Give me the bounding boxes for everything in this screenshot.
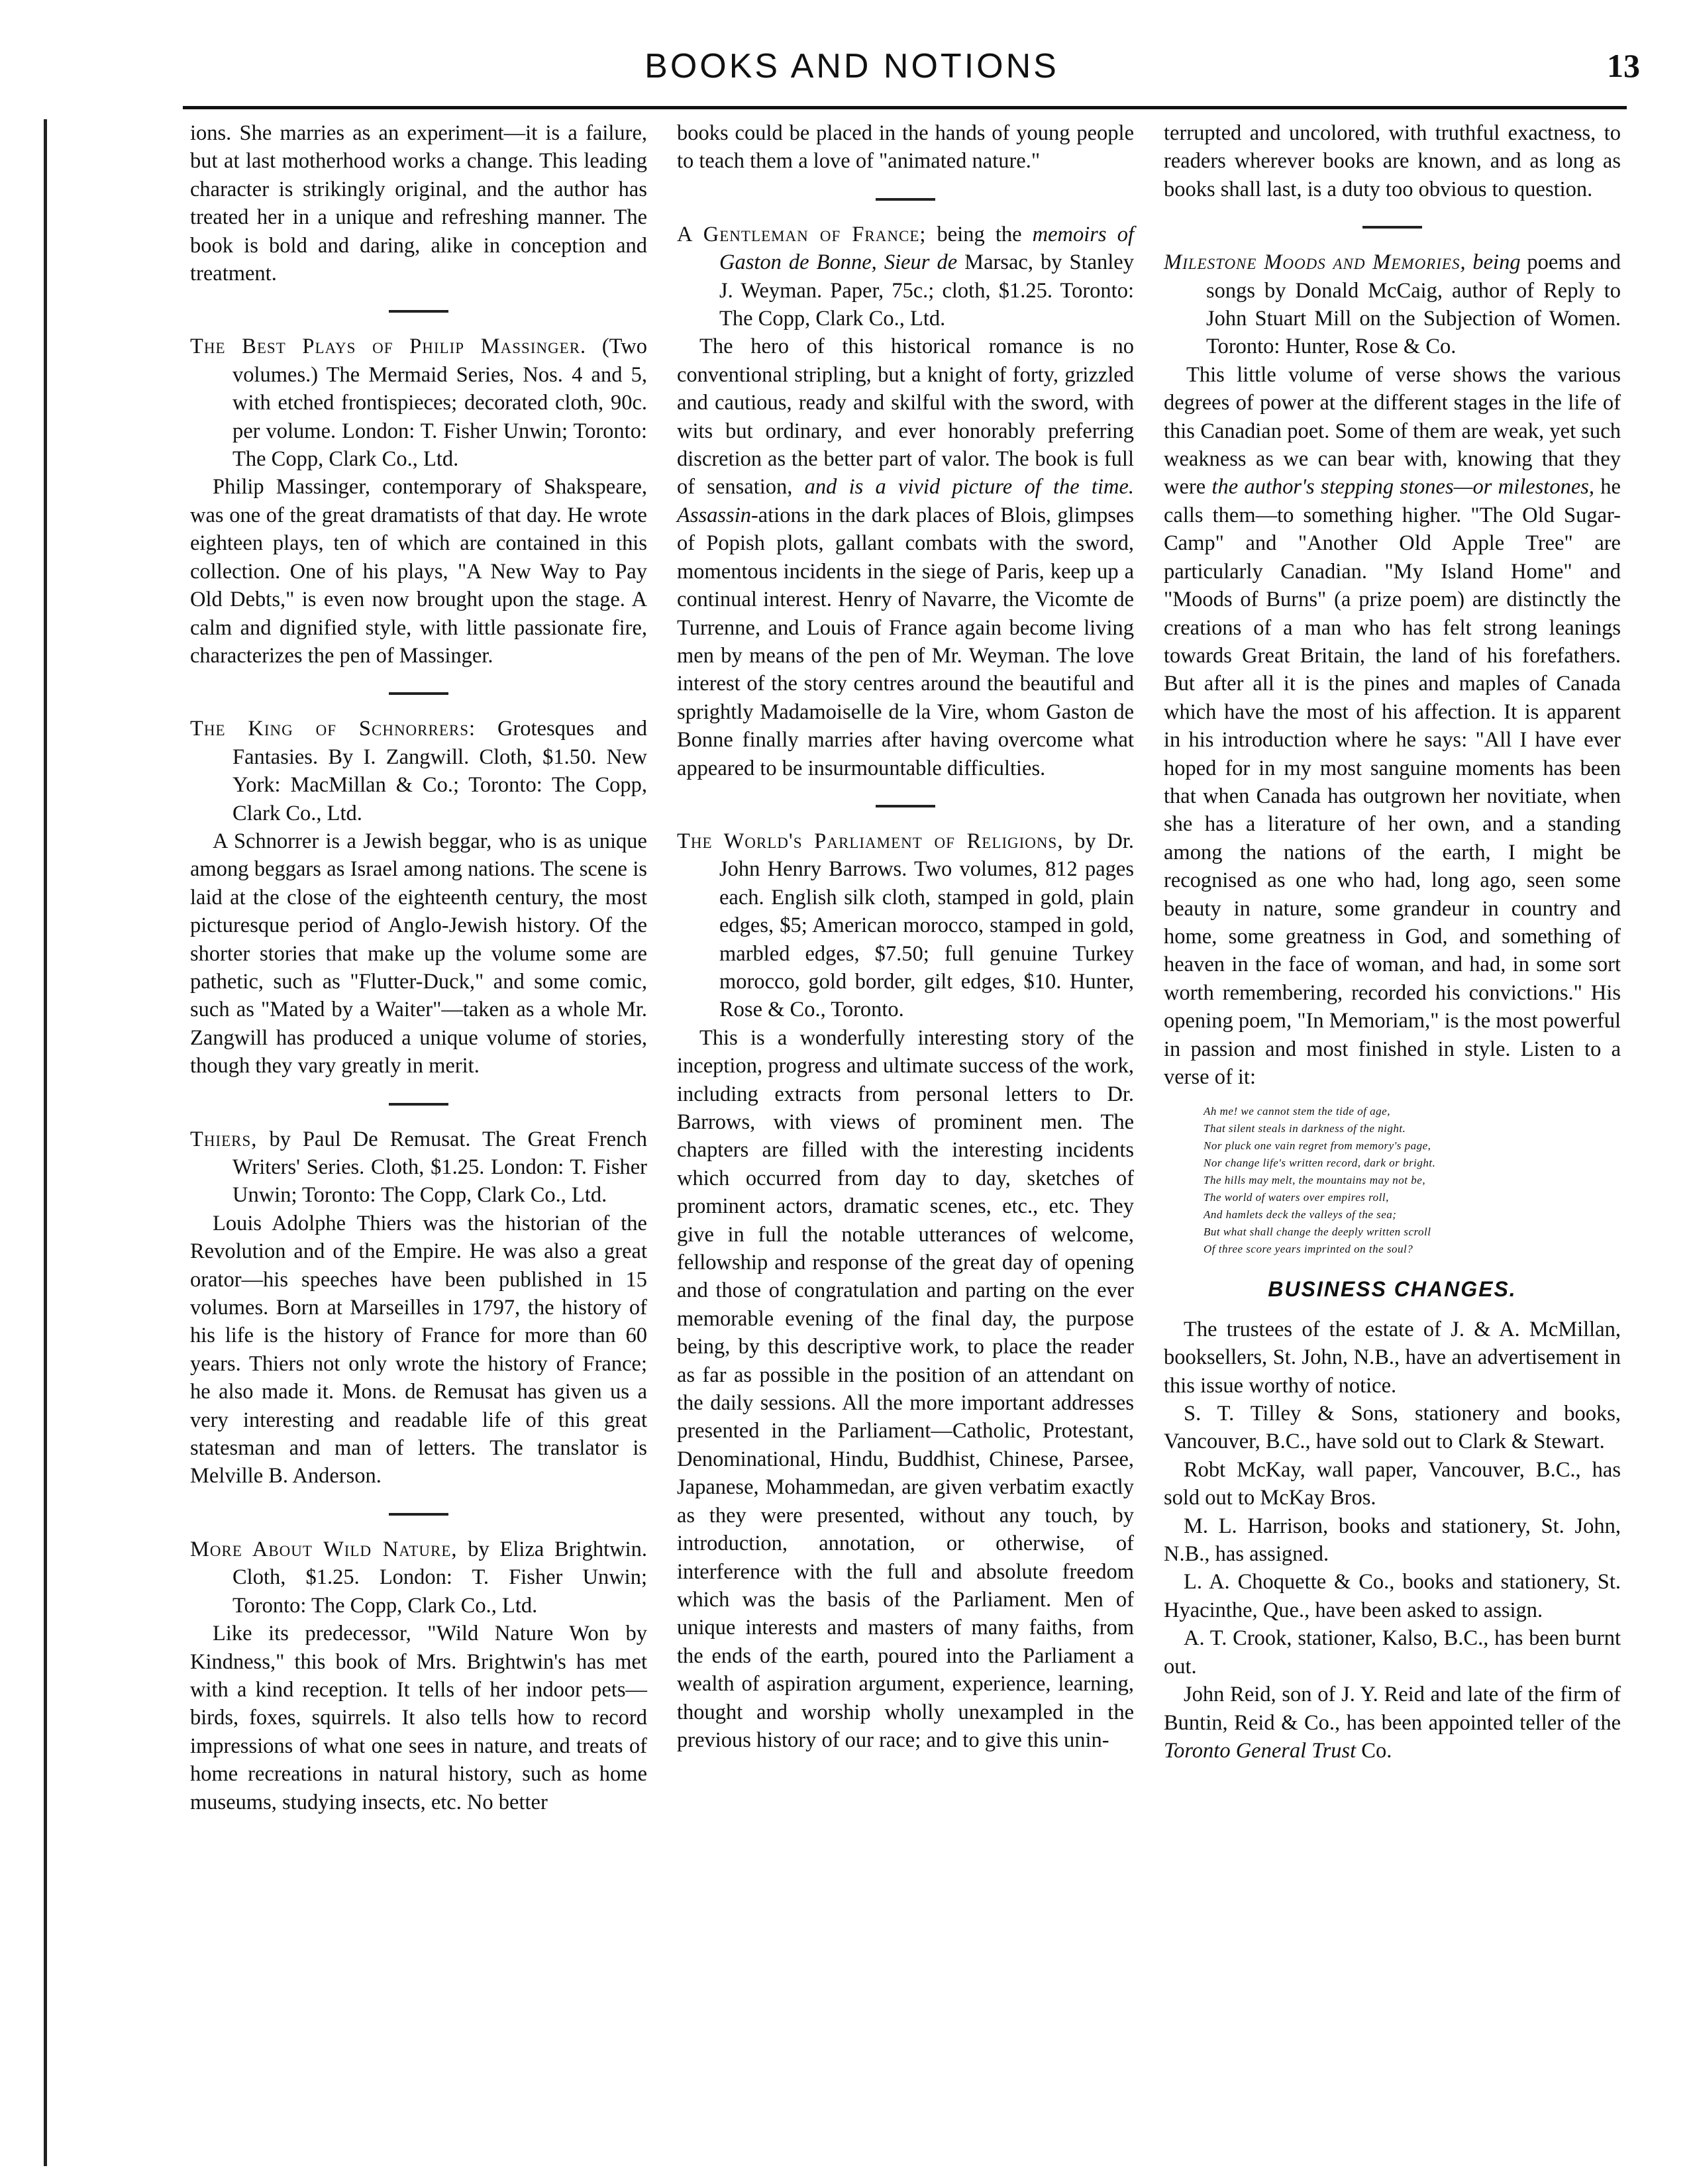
item-text-italic: Toronto General Trust [1164, 1738, 1357, 1763]
poem-line: That silent steals in darkness of the night. [1204, 1122, 1406, 1135]
section-divider [876, 198, 935, 201]
book-review [1164, 361, 1621, 1092]
book-details: by Dr. John Henry Barrows. Two volumes, 812 pages each. English silk cloth, stamped in gold, plain edges, $5; American morocco, stamped in gold, marbled edges, $7.50; full genuine Turkey morocco, gold border, gilt edges, $10. Hunter, Rose & Co., Toronto. [719, 829, 1134, 1022]
paragraph-continued: ions. She marries as an experiment—it is a failure, but at last motherhood works a change. This leading character is strikingly original, and the author has treated her in a unique and refreshing manner. The book is bold and daring, alike in conception and treatment. [190, 121, 647, 286]
section-heading-business-changes: BUSINESS CHANGES. [1268, 1277, 1517, 1302]
section-divider [389, 1513, 448, 1516]
book-details-italic: being [1466, 250, 1521, 275]
business-change-item: A. T. Crook, stationer, Kalso, B.C., has been burnt out. [1164, 1626, 1621, 1679]
book-details: by Eliza Brightwin. Cloth, $1.25. London: T. Fisher Unwin; Toronto: The Copp, Clark Co., Ltd. [232, 1537, 647, 1618]
book-entry-schnorrers [190, 715, 647, 827]
book-review: Louis Adolphe Thiers was the historian of the Revolution and of the Empire. He was also a great orator—his speeches have been published in 15 volumes. Born at Marseilles in 1797, the history of his life is the history of France for more than 60 years. Thiers not only wrote the history of France; he also made it. Mons. de Remusat has given us a very interesting and readable life of this great statesman and man of letters. The translator is Melville B. Anderson. [190, 1211, 647, 1488]
book-details: Grotesques and Fantasies. By I. Zangwill. Cloth, $1.50. New York: MacMillan & Co.; Toronto: The Copp, Clark Co., Ltd. [232, 717, 647, 825]
book-entry-massinger [190, 333, 647, 473]
book-details: by Paul De Remusat. The Great French Writers' Series. Cloth, $1.25. London: T. Fisher Unwin; Toronto: The Copp, Clark Co., Ltd. [232, 1127, 647, 1208]
poem-line: Of three score years imprinted on the soul? [1204, 1243, 1413, 1256]
book-details: being the [926, 222, 1033, 246]
book-review: This is a wonderfully interesting story of the inception, progress and ultimate success of the work, including extracts from personal letters to Dr. Barrows, with views of prominent men. The chapters are filled with the interesting incidents which occurred from day to day, sketches of prominent actors, dramatic scenes, etc., etc. They give in full the notable utterances of welcome, fellowship and response of the great day of opening and those of congratulation and parting on the ever memorable evening of the final day, the purpose being, by this descriptive work, to place the reader as far as possible in the position of an attendant on the daily sessions. All the more important addresses presented in the Parliament—Catholic, Protestant, Denominational, Hindu, Buddhist, Chinese, Parsee, Japanese, Mohammedan, are given verbatim exactly as they were presented, without any touch, by introduction, annotation, or otherwise, of interference with the full and absolute freedom which was the basis of the Parliament. Men of unique interests and masters of many faiths, from the ends of the earth, poured into the Parliament a wealth of aspiration argument, experience, learning, thought and worship wholly unexampled in the previous history of our race; and to give this unin- [677, 1025, 1134, 1752]
poem-line: But what shall change the deeply written scroll [1204, 1225, 1431, 1239]
paragraph-continued: terrupted and uncolored, with truthful exactness, to readers wherever books are known, and as long as books shall last, is a duty too obvious to question. [1164, 121, 1621, 201]
review-text: he calls them—to something higher. "The Old Sugar-Camp" and "Another Old Apple Tree" are particularly Canadian. "My Island Home" and "Moods of Burns" (a prize poem) are distinctly the creations of a man who has felt strong leanings towards Great Britain, the land of his forefathers. But after all it is the pines and maples of Canada which have the most of his affection. It is apparent in his introduction where he says: "All I have ever hoped for in my most sanguine moments has been that when Canada has outgrown her novitiate, when she has a literature of her own, and a standing among the nations of the earth, I might be recognised as one who had, long ago, seen some beauty in nature, some grandeur in country and home, some greatness in God, and something of heaven in the face of woman, and had, in some sort worth remembering, recorded his convictions." His opening poem, "In Memoriam," is the most powerful in passion and most finished in style. Listen to a verse of it: [1164, 475, 1621, 1089]
book-title: The World's Parliament of Religions, [677, 829, 1064, 853]
book-title: The Best Plays of Philip Massinger. [190, 335, 587, 359]
book-details: poems and songs by Donald McCaig, author of Reply to John Stuart Mill on the Subjection of Women. Toronto: Hunter, Rose & Co. [1206, 250, 1621, 359]
column-1 [190, 119, 647, 1816]
book-entry-milestone-moods [1164, 248, 1621, 361]
poem-line: Ah me! we cannot stem the tide of age, [1204, 1105, 1390, 1118]
poem-line: And hamlets deck the valleys of the sea; [1204, 1208, 1397, 1222]
column-3 [1164, 119, 1621, 1765]
page-number: 13 [1607, 47, 1640, 84]
business-change-item: The trustees of the estate of J. & A. McMillan, booksellers, St. John, N.B., have an advertisement in this issue worthy of notice. [1164, 1317, 1621, 1398]
item-text: Co. [1356, 1738, 1392, 1763]
section-divider [389, 1103, 448, 1106]
business-change-item: M. L. Harrison, books and stationery, St. John, N.B., has assigned. [1164, 1514, 1621, 1567]
page-header [64, 41, 1640, 101]
review-text: The hero of this historical romance is no conventional stripling, but a knight of forty, grizzled and cautious, ready and skilful with the sword, with wits but ordinary, and ever honorably preferring discretion as the better part of valor. The book is full of sensation, [677, 335, 1134, 499]
section-divider [389, 310, 448, 313]
book-details: Marsac, by Stanley J. Weyman. Paper, 75c.; cloth, $1.25. Toronto: The Copp, Clark Co., Ltd. [719, 250, 1134, 331]
business-change-item: S. T. Tilley & Sons, stationery and books, Vancouver, B.C., have sold out to Clark & Stewart. [1164, 1402, 1621, 1454]
book-entry-thiers [190, 1125, 647, 1210]
book-details-italic: memoirs of Gaston de Bonne, Sieur de [719, 222, 1134, 275]
review-text: ations in the dark places of Blois, glimpses of Popish plots, gallant combats with the sword, momentous incidents in the siege of Paris, keep up a continual interest. Henry of Navarre, the Vicomte de Turrenne, and Louis of France again become living men by means of the pen of Mr. Weyman. The love interest of the story centres around the beautiful and sprightly Madamoiselle de la Vire, whom Gaston de Bonne finally marries after having overcome what appeared to be insurmountable difficulties. [677, 503, 1134, 780]
book-title: The King of Schnorrers: [190, 717, 476, 741]
running-title: BOOKS AND NOTIONS [644, 47, 1059, 85]
book-details: (Two volumes.) The Mermaid Series, Nos. 4 and 5, with etched frontispieces; decorated cloth, 90c. per volume. London: T. Fisher Unwin; Toronto: The Copp, Clark Co., Ltd. [232, 335, 647, 472]
business-change-item [1164, 1681, 1621, 1765]
header-rule [183, 106, 1627, 109]
poem-verse [1204, 1103, 1621, 1258]
book-title: A Gentleman of France; [677, 222, 927, 246]
book-review: Like its predecessor, "Wild Nature Won by Kindness," this book of Mrs. Brightwin's has met with a kind reception. It tells of her indoor pets—birds, foxes, squirrels. It also tells how to record impressions of what one sees in nature, and treats of home recreations in natural history, such as home museums, studying insects, etc. No better [190, 1622, 647, 1814]
section-divider [876, 805, 935, 807]
poem-line: Nor change life's written record, dark or bright. [1204, 1157, 1436, 1170]
review-text-italic: and is a vivid picture of the time. Assassin- [677, 475, 1134, 527]
book-title: Milestone Moods and Memories, [1164, 250, 1466, 275]
book-entry-parliament-of-religions [677, 827, 1134, 1024]
item-text: John Reid, son of J. Y. Reid and late of the firm of Buntin, Reid & Co., has been appointed teller of the [1164, 1683, 1621, 1735]
poem-line: Nor pluck one vain regret from memory's page, [1204, 1139, 1431, 1153]
section-divider [389, 692, 448, 695]
book-title: Thiers, [190, 1127, 258, 1151]
book-review: A Schnorrer is a Jewish beggar, who is as unique among beggars as Israel among nations. The scene is laid at the close of the eighteenth century, the most picturesque period of Anglo-Jewish history. Of the shorter stories that make up the volume some are pathetic, such as "Flutter-Duck," and some comic, such as "Mated by a Waiter"—taken as a whole Mr. Zangwill has produced a unique volume of stories, though they vary greatly in merit. [190, 829, 647, 1078]
review-text: This little volume of verse shows the various degrees of power at the different stages in the life of this Canadian poet. Some of them are weak, yet such weakness as we can bear with, knowing that they were [1164, 362, 1621, 499]
book-entry-gentleman-of-france [677, 221, 1134, 333]
page-edge-line [44, 119, 47, 2166]
column-2 [677, 119, 1134, 1754]
section-divider [1362, 226, 1422, 229]
book-review [677, 333, 1134, 782]
poem-line: The hills may melt, the mountains may not be, [1204, 1174, 1426, 1187]
book-review: Philip Massinger, contemporary of Shakspeare, was one of the great dramatists of that day. He wrote eighteen plays, ten of which are contained in this collection. One of his plays, "A New Way to Pay Old Debts," is even now brought upon the stage. A calm and dignified style, with little passionate fire, characterizes the pen of Massinger. [190, 475, 647, 668]
business-change-item: L. A. Choquette & Co., books and stationery, St. Hyacinthe, Que., have been asked to assign. [1164, 1570, 1621, 1622]
business-change-item: Robt McKay, wall paper, Vancouver, B.C., has sold out to McKay Bros. [1164, 1457, 1621, 1510]
poem-line: The world of waters over empires roll, [1204, 1191, 1389, 1204]
book-entry-wild-nature [190, 1535, 647, 1620]
paragraph-continued: books could be placed in the hands of young people to teach them a love of "animated nature." [677, 121, 1134, 174]
review-text-italic: the author's stepping stones—or milestones, [1211, 475, 1595, 499]
book-title: More About Wild Nature, [190, 1537, 458, 1561]
